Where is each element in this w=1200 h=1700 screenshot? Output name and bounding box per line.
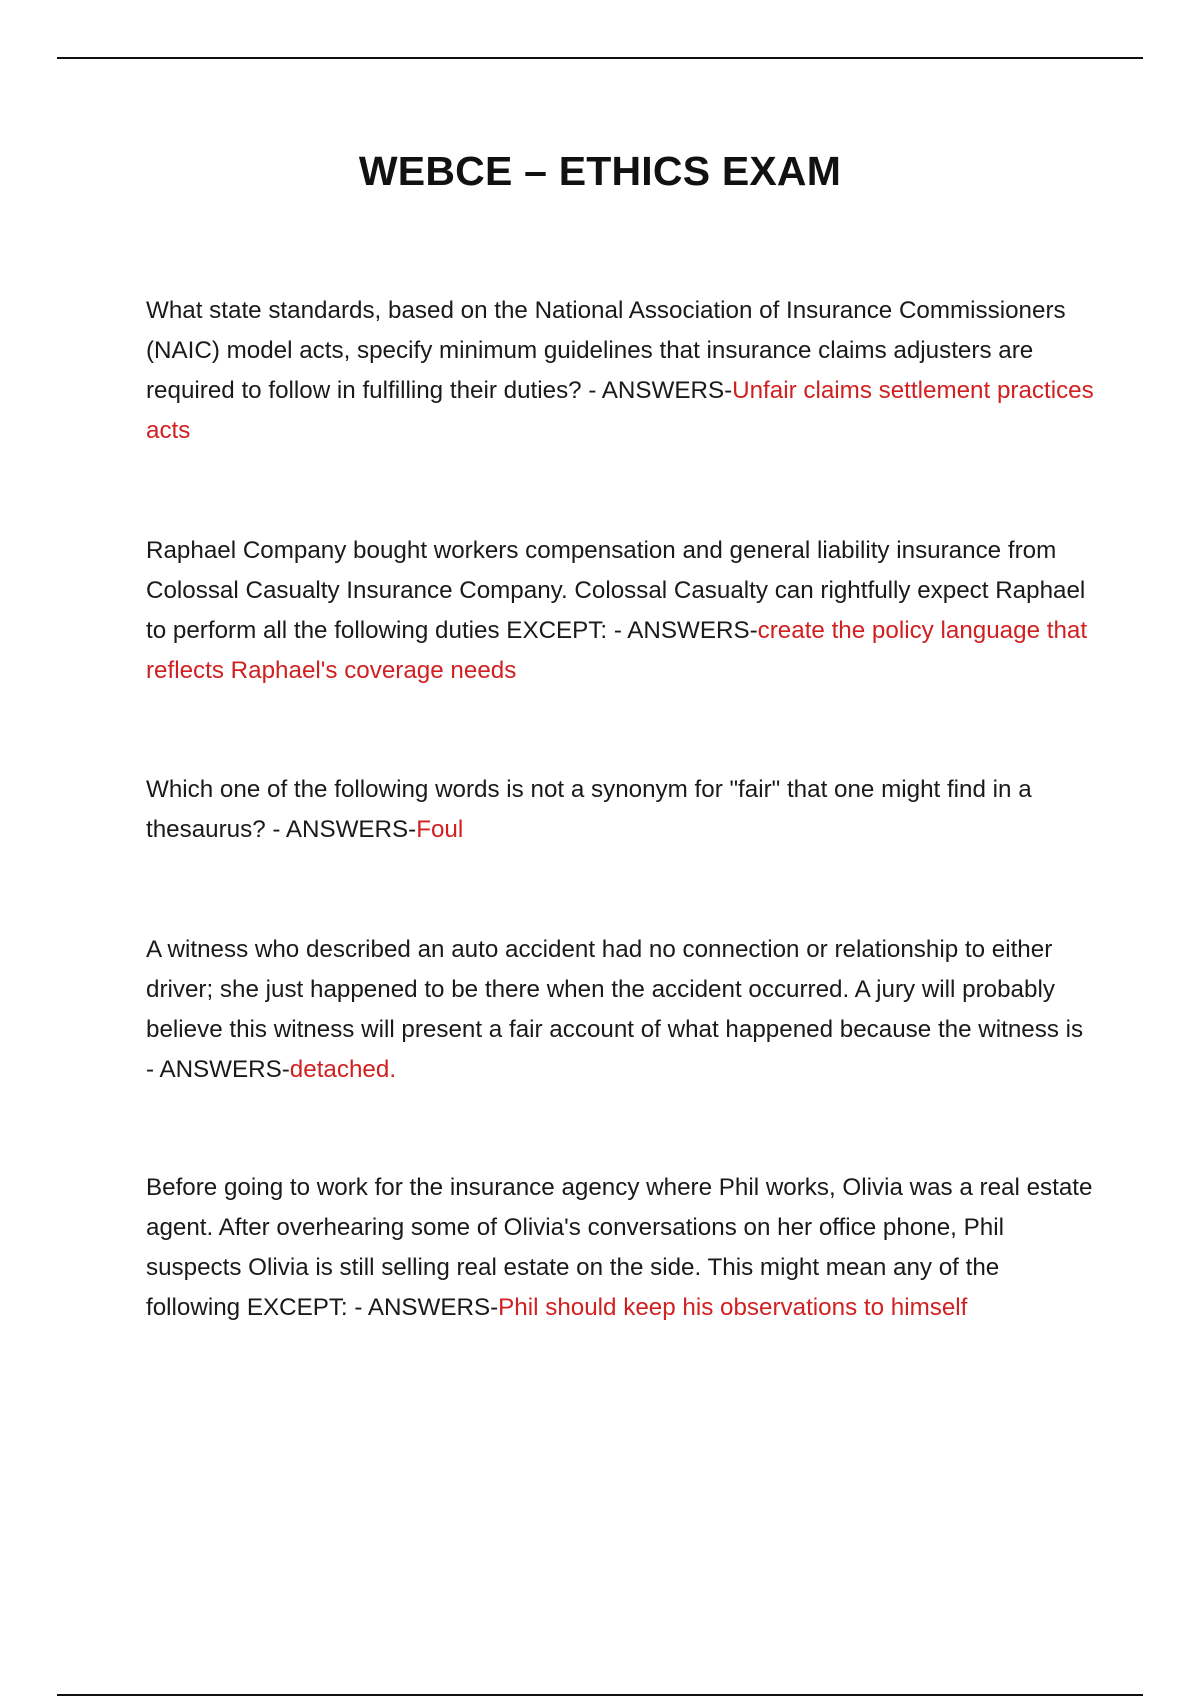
question-text: What state standards, based on the National Association of Insurance Commissioners (NAIC) model acts, specify minimum guidelines that insurance claims adjusters are required to follow in fulfilling their duties?	[146, 297, 1066, 404]
page-title: WEBCE – ETHICS EXAM	[358, 148, 842, 194]
answer-prefix: - ANSWERS-	[581, 377, 733, 404]
answer-prefix: - ANSWERS-	[265, 816, 417, 843]
question-text: Before going to work for the insurance agency where Phil works, Olivia was a real estate agent. After overhearing some of Olivia's conversations on her office phone, Phil suspects Olivia is still selling real estate on the side. This might mean any of the following EXCEPT:	[146, 1174, 1093, 1321]
answer-text: Foul	[416, 816, 464, 843]
question-item	[146, 291, 1096, 451]
footer-rule	[57, 1694, 1143, 1696]
question-text: A witness who described an auto accident had no connection or relationship to either driver; she just happened to be there when the accident occurred. A jury will probably believe this witness will present a fair account of what happened because the witness is	[146, 936, 1084, 1043]
header-rule	[57, 57, 1143, 59]
answer-text: detached.	[289, 1056, 397, 1083]
question-item	[146, 531, 1096, 691]
answer-text: Unfair claims settlement practices acts	[146, 377, 1094, 444]
question-item	[146, 930, 1096, 1090]
question-text: Which one of the following words is not a synonym for "fair" that one might find in a thesaurus?	[146, 776, 1032, 843]
question-text: Raphael Company bought workers compensation and general liability insurance from Colossal Casualty Insurance Company. Colossal Casualty can rightfully expect Raphael to perform all the following duties EXCEPT:	[146, 537, 1086, 644]
answer-text: Phil should keep his observations to himself	[498, 1294, 968, 1321]
answer-prefix: - ANSWERS-	[347, 1294, 499, 1321]
question-item	[146, 770, 1096, 850]
answer-prefix: - ANSWERS-	[146, 1056, 290, 1083]
answer-text: create the policy language that reflects Raphael's coverage needs	[146, 617, 1088, 684]
question-item	[146, 1168, 1096, 1328]
answer-prefix: - ANSWERS-	[607, 617, 758, 644]
